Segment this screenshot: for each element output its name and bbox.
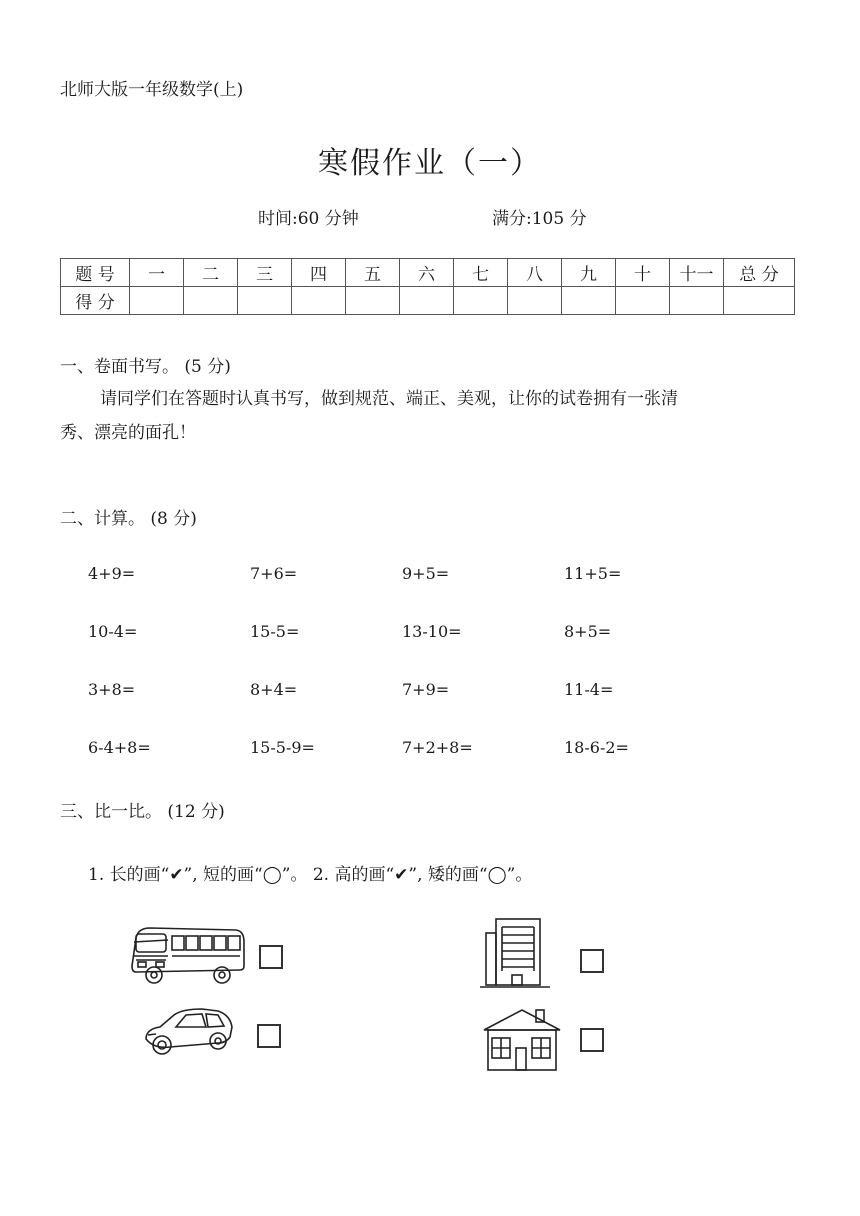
- problem: 11+5=: [564, 564, 622, 583]
- book-subtitle: 北师大版一年级数学(上): [60, 80, 244, 100]
- answer-box-bus[interactable]: [259, 945, 283, 969]
- section1-body: [60, 382, 805, 450]
- building-image: [478, 915, 554, 991]
- score-input-cell[interactable]: [400, 287, 454, 315]
- problem: 7+6=: [250, 564, 298, 583]
- table-cell: 二: [184, 259, 238, 287]
- score-input-cell[interactable]: [616, 287, 670, 315]
- score-input-cell[interactable]: [670, 287, 724, 315]
- answer-box-car[interactable]: [257, 1024, 281, 1048]
- table-cell: 八: [508, 259, 562, 287]
- bus-image: [128, 920, 248, 990]
- section3-heading: 三、比一比。 (12 分): [60, 802, 225, 822]
- page-title: 寒假作业（一）: [318, 146, 542, 181]
- problem: 7+9=: [402, 680, 450, 699]
- table-cell: 题 号: [61, 259, 130, 287]
- problem: 8+5=: [564, 622, 612, 641]
- problem: 8+4=: [250, 680, 298, 699]
- score-table: [60, 258, 795, 315]
- problem: 9+5=: [402, 564, 450, 583]
- problem: 15-5=: [250, 622, 300, 641]
- car-image: [140, 1005, 236, 1061]
- score-input-cell[interactable]: [346, 287, 400, 315]
- full-score: 满分:105 分: [492, 209, 587, 229]
- answer-box-building[interactable]: [580, 949, 604, 973]
- score-table-header-row: [61, 259, 795, 287]
- table-cell: 七: [454, 259, 508, 287]
- house-image: [482, 1008, 562, 1074]
- problem: 11-4=: [564, 680, 614, 699]
- time-limit: 时间:60 分钟: [258, 209, 359, 229]
- table-cell: 九: [562, 259, 616, 287]
- problem: 13-10=: [402, 622, 462, 641]
- table-cell: 六: [400, 259, 454, 287]
- table-cell: 十一: [670, 259, 724, 287]
- score-input-cell[interactable]: [130, 287, 184, 315]
- score-input-cell[interactable]: [184, 287, 238, 315]
- problem: 10-4=: [88, 622, 138, 641]
- table-cell: 十: [616, 259, 670, 287]
- section1-heading: 一、卷面书写。 (5 分): [60, 357, 231, 377]
- table-cell: 得 分: [61, 287, 130, 315]
- problem: 18-6-2=: [564, 738, 629, 757]
- answer-box-house[interactable]: [580, 1028, 604, 1052]
- score-input-cell[interactable]: [292, 287, 346, 315]
- table-cell: 五: [346, 259, 400, 287]
- table-cell: 三: [238, 259, 292, 287]
- problem: 7+2+8=: [402, 738, 473, 757]
- score-input-cell[interactable]: [238, 287, 292, 315]
- problem: 6-4+8=: [88, 738, 151, 757]
- table-cell: 一: [130, 259, 184, 287]
- section1-body-line1: 请同学们在答题时认真书写，做到规范、端正、美观，让你的试卷拥有一张清: [100, 389, 678, 409]
- score-input-cell[interactable]: [724, 287, 795, 315]
- score-input-cell[interactable]: [454, 287, 508, 315]
- section1-body-line2: 秀、漂亮的面孔！: [60, 423, 196, 443]
- section2-heading: 二、计算。 (8 分): [60, 509, 197, 529]
- problem: 4+9=: [88, 564, 136, 583]
- table-cell: 四: [292, 259, 346, 287]
- problem: 3+8=: [88, 680, 136, 699]
- section3-instruction: 1. 长的画“✔”, 短的画“◯”。 2. 高的画“✔”, 矮的画“◯”。: [88, 865, 533, 885]
- score-input-cell[interactable]: [562, 287, 616, 315]
- score-input-cell[interactable]: [508, 287, 562, 315]
- score-table-score-row: [61, 287, 795, 315]
- problem: 15-5-9=: [250, 738, 315, 757]
- table-cell: 总 分: [724, 259, 795, 287]
